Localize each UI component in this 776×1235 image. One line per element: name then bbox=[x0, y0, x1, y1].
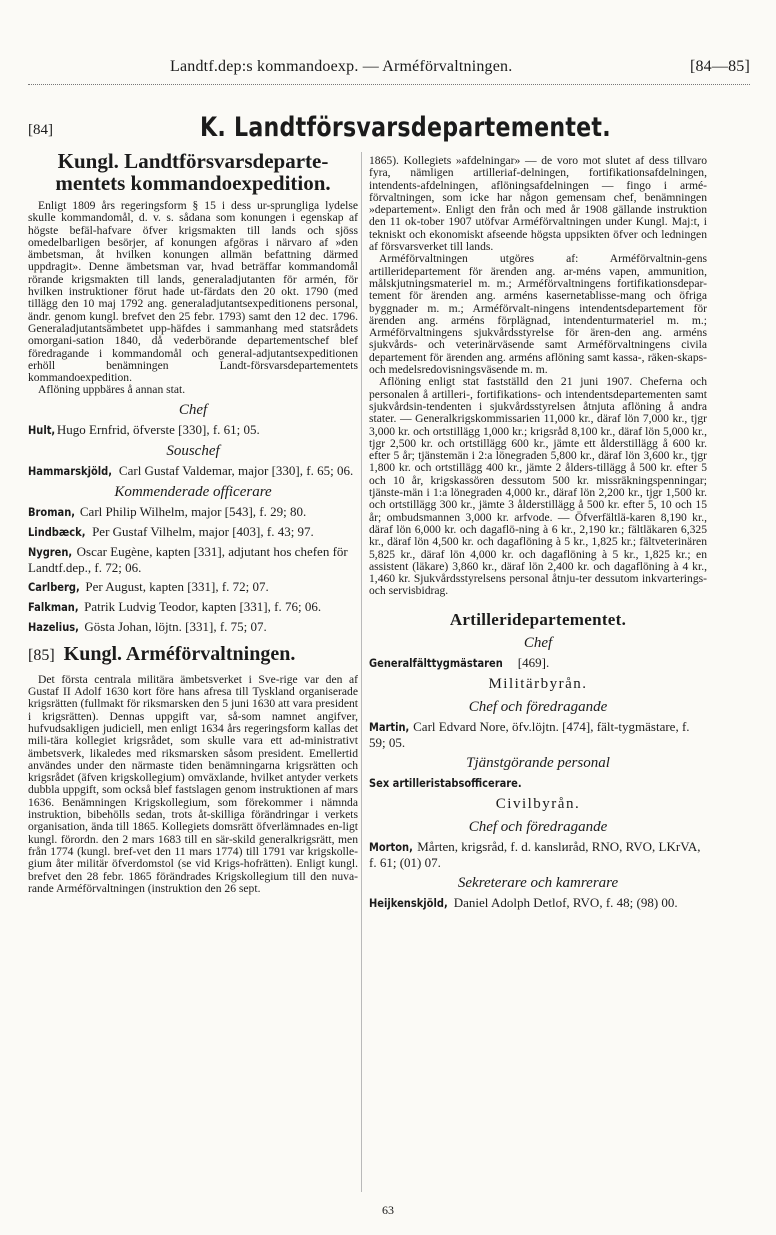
section-number: [85] bbox=[28, 646, 55, 664]
role-heading: Chef och föredragande bbox=[468, 818, 608, 835]
person-name: Hazelius, bbox=[28, 619, 79, 634]
running-head bbox=[30, 58, 750, 82]
section-title-armeforvaltningen bbox=[28, 643, 358, 667]
person-entry bbox=[28, 504, 358, 520]
role-heading-souschef: Souschef bbox=[166, 442, 220, 459]
section-title-kommandoexpedition: Kungl. Landtförsvarsdeparte-mentets kommandoexpedition. bbox=[55, 149, 331, 195]
staff-note-text: Sex artilleristabsofficerare. bbox=[369, 775, 522, 790]
person-details: Per August, kapten [331], f. 72; 07. bbox=[85, 578, 269, 594]
person-entry bbox=[369, 895, 707, 911]
subdepartment-title: Artilleridepartementet. bbox=[449, 609, 627, 629]
staff-note bbox=[369, 775, 707, 791]
person-details: Mårten, krigsråd, f. d. kanslиråd, RNO, RVO, LKrVA, f. 61; (01) 07. bbox=[369, 838, 701, 870]
person-details: Per Gustaf Vilhelm, major [403], f. 43; 97. bbox=[92, 523, 314, 539]
role-heading-kommenderade: Kommenderade officerare bbox=[114, 483, 272, 500]
bureau-title-militarbyran: Militärbyrån. bbox=[488, 675, 588, 692]
person-details: Oscar Eugène, kapten [331], adjutant hos chefen för Landtf.dep., f. 72; 06. bbox=[28, 543, 348, 575]
header-rule bbox=[28, 84, 750, 85]
page-number: 63 bbox=[382, 1203, 394, 1217]
person-entry bbox=[369, 839, 707, 870]
person-details: Carl Edvard Nore, öfv.löjtn. [474], fält-tygmästare, f. 59; 05. bbox=[369, 718, 690, 750]
person-details: Hugo Ernfrid, öfverste [330], f. 61; 05. bbox=[56, 421, 260, 437]
paragraph: Aflöning uppbäres å annan stat. bbox=[38, 383, 186, 397]
person-entry bbox=[28, 544, 358, 575]
person-details: [469]. bbox=[517, 654, 550, 670]
person-name: Broman, bbox=[28, 504, 75, 519]
role-heading: Sekreterare och kamrerare bbox=[457, 874, 619, 891]
person-entry bbox=[28, 599, 358, 615]
person-name: Lindbæck, bbox=[28, 524, 86, 539]
role-heading: Tjänstgörande personal bbox=[466, 754, 610, 771]
person-entry bbox=[28, 463, 358, 479]
role-heading-chef: Chef bbox=[523, 634, 553, 651]
person-name: Generalfälttygmästaren bbox=[369, 655, 503, 670]
department-title: K. Landtförsvarsdepartementet. bbox=[200, 112, 611, 143]
role-heading: Chef och föredragande bbox=[468, 698, 608, 715]
column-divider bbox=[361, 152, 362, 1192]
person-name: Martin, bbox=[369, 719, 410, 734]
left-column bbox=[28, 150, 358, 895]
person-entry bbox=[369, 655, 707, 671]
person-entry bbox=[28, 619, 358, 635]
bureau-title-civilbyran: Civilbyrån. bbox=[495, 795, 581, 812]
person-entry bbox=[28, 422, 358, 438]
person-details: Gösta Johan, löjtn. [331], f. 75; 07. bbox=[84, 618, 267, 634]
paragraph: 1865). Kollegiets »afdelningar» — de voro mot slutet af dess tillvaro fyra, nämligen artilleriaf-delningen, fortifikationsafdelningen, intendents-afdelningen, aflöningsafdelningen — fingo i armé-förvaltningen, som icke har någon gemensam chef, benämningen »departement». Enligt den från och med år 1908 gällande instruktion den 11 ok-tober 1907 utöfvar Arméförvaltningen under Kungl. Maj:t, i tekniskt och ekonomiskt afseende högsta uppsikten öfver och ledningen af försvarsverket till lands. bbox=[369, 154, 707, 254]
person-details: Carl Philip Wilhelm, major [543], f. 29; 80. bbox=[79, 503, 307, 519]
right-column bbox=[369, 155, 707, 915]
running-head-pages: [84—85] bbox=[689, 58, 750, 75]
person-entry bbox=[28, 579, 358, 595]
person-entry bbox=[369, 719, 707, 750]
paragraph: Aflöning enligt stat fastställd den 21 juni 1907. Cheferna och personalen å artilleri-, fortifikations- och intendentsdepartementen samt sjukvårdsin-tendenten i sjukvårdsstyrelsen åtnjuta aflöning å andra stater. — Generalkrigskommissarien 11,000 kr., däraf lön 7,000 kr., tjgr 3,000 kr. och ortstillägg 1,000 kr.; krigsråd 8,100 kr., däraf lön 5,000 kr., tjgr 2,500 kr. och ortstillägg 600 kr., jämte ett ålderstillägg å 600 kr. efter 5 år; tjänstemän i 2:a lönegraden 5,800 kr., däraf lön 3,600 kr., tjgr 1,800 kr. och ortstillägg 400 kr., jämte 2 ålders-tillägg å 500 kr. efter 5 och 10 år, krigskassören dessutom 500 kr. missräkningspenningar; tjänste-män i 1:a lönegraden 4,000 kr., däraf lön 2,200 kr., tjgr 1,500 kr. och ortstillägg 300 kr., jämte 3 ålderstillägg å 500 kr. efter 5, 10 och 15 år; ombudsmannen 3,000 kr. arfvode. — Öfverfältlä-karen 8,190 kr., däraf lön 6,000 kr. och dagaflö-ning à 6 kr., 2,190 kr.; fältläkaren 6,325 kr., däraf lön 4,500 kr. och dagaflöning à 5 kr., 1,825 kr.; fältveterinären 5,825 kr., däraf lön 4,000 kr. och dagaflöning à 5 kr., 1,825 kr.; en assistent (läkare) 3,860 kr., däraf lön 2,400 kr. och dagaflöning à 4 kr., 1,460 kr. Sjukvårdsstyrelsens personal åtnju-ter dessutom inkvarterings- och servisbidrag. bbox=[369, 375, 707, 598]
running-head-title: Landtf.dep:s kommandoexp. — Arméförvaltningen. bbox=[170, 58, 513, 75]
paragraph: Arméförvaltningen utgöres af: Arméförvaltnin-gens artilleridepartement för ärenden ang. ar-méns vapen, ammunition, målskjutningsmateriel m. m.; Arméförvaltningens fortifikationsdepar-tement för ärenden ang. arméns kasernetablisse-mang och öfriga byggnader m. m.; Arméförvalt-ningens intendentsdepartement för ärenden ang. arméns förplägnad, intendenturmateriel m. m.; Arméförvaltningens sjukvårdsstyrelse för ären-den ang. arméns sjukvårds- och veterinärväsende samt Arméförvaltningens civila departement för ärenden ang. arméns aflöning samt kassa-, räken-skaps- och medelsredovisningsväsende m. m. bbox=[369, 252, 707, 377]
paragraph: Enligt 1809 års regeringsform § 15 i dess ur-sprungliga lydelse skulle kommandomål, d. v. s. sådana som konungen i egenskap af högste befäl-hafvare öfver krigsmakten till lands och sjöss omedelbarligen besörjer, af konungen afgöras i närvaro af »den ämbetsman, åt hvilken konungen allmän befattning därmed uppdragit». Denne ämbetsman var, hvad beträffar kommandomål rörande krigsmakten till lands, generaladjutanten för armén, för hvilken instruktioner förut hade ut-färdats den 20 okt. 1790 (med tillägg den 10 maj 1792 ang. generaladjutantsexpeditionens personal, ändr. genom kungl. brefvet den 25 febr. 1793) samt den 12 dec. 1796. Generaladjutantsämbetet upp-häfdes i sammanhang med statsrådets omorgani-sation 1840, då vederbörande departementschef blef föredragande i kommandomål och general-adjutantsexpeditionen erhöll benämningen Landt-försvarsdepartementets kommandoexpedition. bbox=[28, 199, 358, 385]
paragraph: Det första centrala militära ämbetsverket i Sve-rige var den af Gustaf II Adolf 1630 kort före hans afresa till Tyskland organiserade krigsrätten (fullmakt för riksmarsken den 5 juni 1630 att vara president i krigsrätten). Dennas uppgift var, så-som namnet angifver, hufvudsakligen judiciell, men enligt 1634 års regeringsform kallas det mili-tära kollegiet krigsrådet, som skulle vara ett ad-ministrativt ämbetsverk, likaledes med riksmarsken såsom president. Emellertid användes under den närmaste tiden benämningarna krigsrätten och krigsrådet (äfven krigskollegium) omväxlande, hvilket antyder verkets dubbla uppgift, som också blef fastslagen genom instruktionen af mars 1636. Benämningen Krigskollegium, som förekommer i nämnda instruktion, bibehölls sedan, trots åt-skilliga förändringar i verkets organisation, ända till 1865. Kollegiets domsrätt öfverlämnades en-ligt kungl. förordn. den 2 mars 1683 till en sär-skild generalkrigsrätt, men från 1774 (kungl. bref-vet den 11 mars 1774) till 1791 var krigskolle-gium åter militär öfverdomstol (se vid Krigs-hofrätten). Enligt kungl. brefvet den 28 febr. 1865 förändrades Krigskollegium till den nuva-rande Arméförvaltningen (instruktion den 26 sept. bbox=[28, 672, 358, 895]
person-name: Nygren, bbox=[28, 544, 73, 559]
person-name: Heijkenskjöld, bbox=[369, 895, 448, 910]
person-name: Carlberg, bbox=[28, 579, 80, 594]
person-name: Hammarskjöld, bbox=[28, 463, 112, 478]
person-name: Falkman, bbox=[28, 599, 79, 614]
person-details: Patrik Ludvig Teodor, kapten [331], f. 76; 06. bbox=[84, 598, 322, 614]
person-name: Hult, bbox=[28, 422, 56, 437]
role-heading-chef: Chef bbox=[178, 401, 208, 418]
person-details: Carl Gustaf Valdemar, major [330], f. 65; 06. bbox=[118, 462, 354, 478]
department-number: [84] bbox=[28, 122, 53, 138]
person-details: Daniel Adolph Detlof, RVO, f. 48; (98) 00. bbox=[453, 894, 678, 910]
person-name: Morton, bbox=[369, 839, 413, 854]
person-entry bbox=[28, 524, 358, 540]
section-title-text: Kungl. Arméförvaltningen. bbox=[63, 642, 296, 665]
